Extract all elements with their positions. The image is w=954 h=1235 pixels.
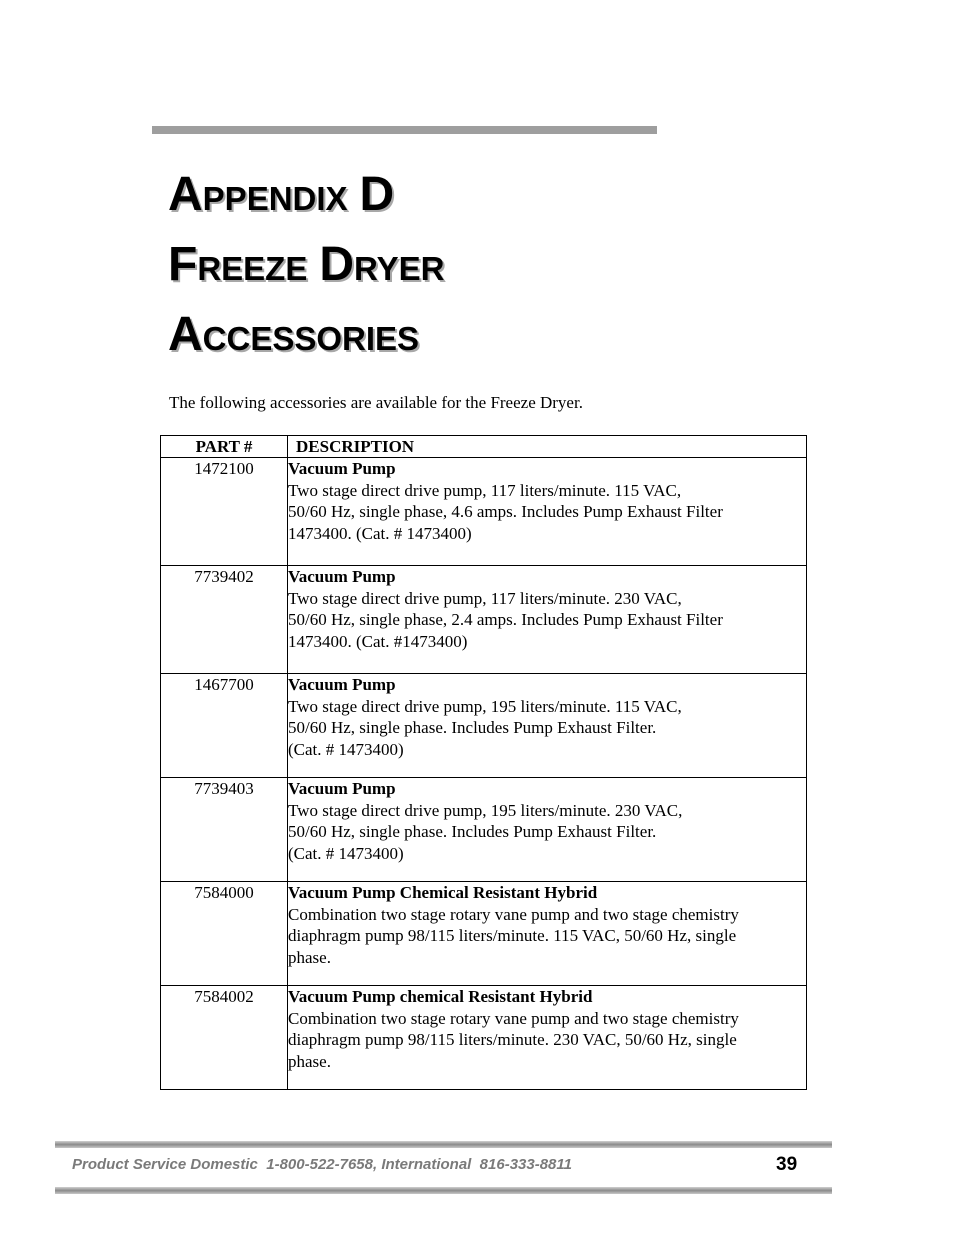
title-line-2: [168, 230, 445, 300]
description-line: 1473400. (Cat. #1473400): [288, 631, 468, 651]
description-line: (Cat. # 1473400): [288, 843, 404, 863]
title-line-3: [168, 300, 445, 370]
description-line: Two stage direct drive pump, 195 liters/minute. 230 VAC,: [288, 800, 683, 820]
footer-rule-bottom: [55, 1187, 832, 1194]
description-line: Two stage direct drive pump, 195 liters/minute. 115 VAC,: [288, 696, 682, 716]
part-number: 7584000: [161, 882, 288, 986]
description-line: Combination two stage rotary vane pump and two stage chemistry: [288, 904, 739, 924]
title-word-rest: RYER: [354, 250, 445, 287]
title-word-rest: REEZE: [197, 250, 308, 287]
description-line: Two stage direct drive pump, 117 liters/minute. 230 VAC,: [288, 588, 682, 608]
description-line: 1473400. (Cat. # 1473400): [288, 523, 472, 543]
part-number: 7739403: [161, 778, 288, 882]
description-cell: [288, 458, 807, 566]
footer-contact: Product Service Domestic 1-800-522-7658, International 816-333-8811: [72, 1156, 572, 1173]
description-line: (Cat. # 1473400): [288, 739, 404, 759]
title-word-cap: D: [319, 238, 355, 291]
accessories-table: [160, 435, 807, 1090]
description-line: 50/60 Hz, single phase, 2.4 amps. Includes Pump Exhaust Filter: [288, 610, 723, 629]
title-word-rest: PPENDIX: [202, 180, 348, 217]
title-line-1: [168, 160, 445, 230]
description-line: diaphragm pump 98/115 liters/minute. 115 VAC, 50/60 Hz, single: [288, 926, 737, 945]
intro-text: The following accessories are available for the Freeze Dryer.: [169, 393, 583, 412]
part-number: 7584002: [161, 986, 288, 1090]
product-name: Vacuum Pump chemical Resistant Hybrid: [288, 987, 593, 1006]
table-row: [161, 882, 807, 986]
header-description: DESCRIPTION: [288, 436, 807, 458]
product-name: Vacuum Pump: [288, 779, 396, 798]
product-name: Vacuum Pump: [288, 567, 396, 586]
description-line: 50/60 Hz, single phase. Includes Pump Exhaust Filter.: [288, 822, 657, 841]
table-row: [161, 458, 807, 566]
description-line: phase.: [288, 947, 331, 967]
page-number: 39: [776, 1154, 798, 1175]
part-number: 1472100: [161, 458, 288, 566]
description-cell: [288, 566, 807, 674]
title-word-cap: A: [168, 168, 203, 221]
table-row: [161, 566, 807, 674]
header-part: PART #: [161, 436, 288, 458]
footer-rule-top: [55, 1141, 832, 1148]
title-word-cap: A: [168, 308, 203, 361]
description-line: 50/60 Hz, single phase, 4.6 amps. Includes Pump Exhaust Filter: [288, 502, 723, 521]
page-title: [168, 160, 445, 370]
description-line: 50/60 Hz, single phase. Includes Pump Exhaust Filter.: [288, 718, 657, 737]
description-line: Two stage direct drive pump, 117 liters/minute. 115 VAC,: [288, 480, 682, 500]
title-word-cap: F: [168, 238, 198, 291]
product-name: Vacuum Pump: [288, 459, 396, 478]
product-name: Vacuum Pump: [288, 675, 396, 694]
top-rule: [152, 126, 657, 134]
table-row: [161, 986, 807, 1090]
part-number: 7739402: [161, 566, 288, 674]
description-cell: [288, 882, 807, 986]
title-word-rest: CCESSORIES: [202, 320, 420, 357]
description-line: diaphragm pump 98/115 liters/minute. 230 VAC, 50/60 Hz, single: [288, 1030, 737, 1049]
table-row: [161, 674, 807, 778]
product-name: Vacuum Pump Chemical Resistant Hybrid: [288, 883, 598, 902]
table-row: [161, 778, 807, 882]
description-cell: [288, 778, 807, 882]
description-line: Combination two stage rotary vane pump and two stage chemistry: [288, 1008, 739, 1028]
part-number: 1467700: [161, 674, 288, 778]
description-cell: [288, 986, 807, 1090]
description-cell: [288, 674, 807, 778]
title-word-cap: D: [359, 168, 395, 221]
table-header-row: [161, 436, 807, 458]
description-line: phase.: [288, 1051, 331, 1071]
